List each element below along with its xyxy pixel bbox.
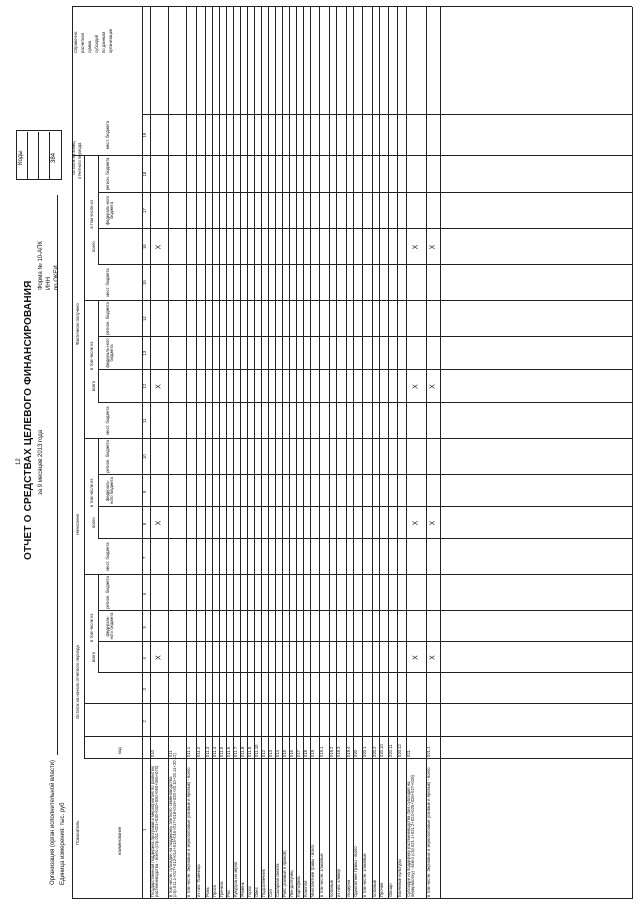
- inn-label: ИНН: [46, 277, 52, 290]
- header-line-incl-0: [98, 575, 99, 673]
- header-line-incl-1: [98, 439, 99, 539]
- row-code: 020.1: [362, 746, 367, 757]
- row-name: в том числе: Зерновые и зернобобовые (озимые и яровые) - всего: [186, 767, 191, 897]
- row-code: 012: [261, 750, 266, 757]
- table-left-border: [72, 898, 632, 899]
- header-name: наименование: [117, 826, 122, 855]
- row-name: Сахарная свекла: [275, 863, 280, 897]
- header-sub-2-0: всего: [91, 380, 96, 392]
- column-number-9: 9: [142, 490, 147, 493]
- row-code: 019.4: [346, 746, 351, 757]
- row-name: Рапс (озимый и яровой): [282, 850, 287, 897]
- col-line-16: [98, 264, 632, 265]
- col-line-18: [98, 192, 632, 193]
- codes-line-2: [38, 132, 39, 180]
- column-number-3: 3: [142, 688, 147, 691]
- x-mark: X: [429, 244, 437, 250]
- row-name: Просо: [212, 884, 217, 897]
- column-number-14: 14: [142, 316, 147, 321]
- row-name: Лен-долгунец: [289, 870, 294, 897]
- form-subtitle: за 9 месяцев 2013 года: [38, 429, 44, 495]
- x-mark: X: [412, 384, 420, 389]
- header-incl-1: в том числе из: [89, 478, 94, 507]
- x-mark: X: [155, 384, 163, 389]
- header-sub-2-2: регион. бюджета: [105, 302, 110, 335]
- row-line-31: [440, 7, 441, 899]
- row-name: из них: клевер: [336, 869, 341, 897]
- column-number-18: 18: [142, 171, 147, 177]
- column-number-16: 16: [142, 244, 147, 249]
- row-name: бобовые: [329, 879, 334, 897]
- column-number-2: 2: [142, 720, 147, 723]
- col-line-11: [84, 438, 632, 439]
- codes-line-3: [49, 132, 50, 180]
- col-line-7: [84, 574, 632, 575]
- x-mark: X: [412, 655, 420, 660]
- row-name: Овес: [254, 887, 259, 897]
- column-number-5: 5: [142, 626, 147, 629]
- column-number-15: 15: [142, 280, 147, 285]
- header-sub-2-1: федераль-ного бюджета: [105, 338, 115, 368]
- column-number-1: 1: [142, 828, 147, 831]
- row-name: Рис: [226, 889, 231, 897]
- column-number-19: 19: [142, 132, 147, 138]
- header-line-1: [84, 156, 85, 759]
- row-code: 020.12: [397, 744, 402, 757]
- col-line-13: [98, 369, 632, 370]
- column-number-7: 7: [142, 556, 147, 559]
- col-line-12: [98, 402, 632, 403]
- x-mark: X: [412, 520, 420, 526]
- row-code: 011.6: [226, 746, 231, 757]
- okei-label: по ОКЕИ: [54, 265, 60, 290]
- row-code: 020: [353, 750, 358, 757]
- row-name: Конопля: [303, 880, 308, 897]
- column-number-12: 12: [142, 383, 147, 389]
- row-name: бобовые: [372, 879, 377, 897]
- header-sub-3-0: всего: [91, 241, 96, 252]
- row-code: 011.3: [205, 746, 210, 757]
- row-code: 013: [268, 750, 273, 757]
- x-mark: X: [429, 655, 437, 660]
- row-name: люцерна: [346, 879, 351, 897]
- column-number-4: 4: [142, 657, 147, 660]
- column-number-6: 6: [142, 592, 147, 595]
- column-number-17: 17: [142, 208, 147, 213]
- col-line-2: [84, 736, 632, 737]
- okei-value: 384: [51, 152, 57, 163]
- row-name: Субсидии на поддержку растениеводства (без субсидий на переработку) - всего (стр.021.1+021.2+024+025+026+027+028): [406, 775, 416, 897]
- col-line-3: [84, 703, 632, 704]
- row-code: 021.1: [426, 746, 431, 757]
- row-name: Соя: [268, 889, 273, 897]
- row-name: Подсолнечник: [261, 869, 266, 897]
- header-sub-0-1: федераль-ного бюджета: [105, 612, 115, 640]
- row-code: 019.3: [336, 746, 341, 757]
- x-mark: X: [429, 520, 437, 526]
- header-ref-2: расчетная: [80, 33, 85, 53]
- x-mark: X: [429, 384, 437, 389]
- row-code: 011.1: [186, 746, 191, 757]
- header-sub-3-2: регион. бюджета: [105, 157, 110, 191]
- x-mark: X: [155, 520, 163, 526]
- row-code: 011.5: [219, 746, 224, 757]
- header-sub-1-2: регион. бюджета: [105, 440, 110, 473]
- row-name: в том числе: злаковые: [362, 853, 367, 897]
- row-name: в том числе: злаковые: [319, 853, 324, 897]
- row-name: Гречиха: [219, 881, 224, 897]
- col-line-6: [98, 610, 632, 611]
- row-code: 011.7: [233, 746, 238, 757]
- row-code: 011.8: [240, 746, 245, 757]
- header-accrued-group: Начислено: [75, 513, 80, 535]
- header-incl-2: в том числе из: [89, 341, 94, 370]
- header-end-group-2: отчетного периода: [77, 142, 82, 179]
- header-sub-0-0: всего: [91, 651, 96, 663]
- row-code: 020.10: [379, 744, 384, 757]
- row-name: в том числе: Зерновые и зернобобовые (озимые и яровые) - всего: [426, 767, 431, 897]
- col-line-1: [84, 758, 632, 759]
- header-end-group-1: Остаток на конец: [71, 141, 76, 175]
- col-line-19: [72, 155, 632, 156]
- unit-label: Единица измерения: тыс. руб: [60, 802, 66, 885]
- row-code: 010: [150, 750, 155, 757]
- org-label: Организация (орган исполнительной власти): [50, 760, 56, 885]
- col-line-8: [98, 538, 632, 539]
- header-start-group: Остаток на начало отчетного периода: [75, 645, 80, 719]
- form-title: ОТЧЕТ О СРЕДСТВАХ ЦЕЛЕВОГО ФИНАНСИРОВАНИЯ: [23, 280, 34, 560]
- row-code: 011: [168, 750, 173, 757]
- row-code: 017: [296, 750, 301, 757]
- row-name: в том числе: субсидии на поддержку элитного семеноводства (стр.011.1+017+013+014+015+016+017+018+019+020+20.10+20.11+20.12): [168, 753, 178, 897]
- x-mark: X: [155, 244, 163, 250]
- header-actual-group: Фактически получено: [75, 303, 80, 345]
- row-name: Рожь: [205, 887, 210, 897]
- form-number-label: Форма № 10-АПК: [38, 241, 44, 290]
- codes-line-1: [27, 132, 28, 180]
- header-ref-5: по данным: [101, 31, 106, 53]
- row-code: 020.2: [372, 746, 377, 757]
- row-code: 011.2: [196, 746, 201, 757]
- row-code: 019.2: [329, 746, 334, 757]
- header-line-incl-2: [98, 301, 99, 403]
- column-number-11: 11: [142, 418, 147, 423]
- row-code: 011.10: [254, 744, 259, 757]
- row-name: Государственная поддержка программ и мероприятий по развитию растениеводства - всего (стр.011+021+030+040+050+060+065+070): [150, 765, 160, 897]
- row-name: Многолетние травы - всего: [310, 844, 315, 897]
- header-indicator: Показатель: [75, 820, 80, 845]
- row-code: 021: [406, 750, 411, 757]
- header-sub-2-3: мест. бюджета: [105, 268, 110, 297]
- table-right-border: [72, 6, 632, 7]
- header-sub-0-2: регион. бюджета: [105, 576, 110, 609]
- header-ref-3: сумма: [87, 40, 92, 53]
- col-line-20: [142, 114, 632, 115]
- row-name: Горох: [247, 885, 252, 897]
- header-incl-3: в том числе из: [89, 200, 94, 229]
- table-bottom-border: [632, 7, 633, 899]
- header-sub-1-1: федераль-ного бюджета: [105, 477, 115, 504]
- col-line-9: [98, 506, 632, 507]
- row-name: Кукуруза на зерно: [233, 861, 238, 897]
- header-number-row-top: [142, 7, 143, 899]
- header-ref-1: Справочно:: [73, 30, 78, 53]
- row-code: 011.9: [247, 746, 252, 757]
- row-code: 016: [289, 750, 294, 757]
- col-line-4: [98, 672, 632, 673]
- col-line-15: [84, 300, 632, 301]
- header-ref-4: субсидий: [94, 34, 99, 53]
- page-number: 12: [16, 458, 22, 465]
- header-code: код: [117, 747, 122, 754]
- row-code: 014: [275, 750, 280, 757]
- row-code: 020.11: [388, 744, 393, 757]
- row-name: Прочие: [379, 882, 384, 897]
- col-line-10: [98, 474, 632, 475]
- header-incl-0: в том числе из: [89, 613, 94, 642]
- header-sub-1-3: мест. бюджета: [105, 406, 110, 435]
- column-number-10: 10: [142, 454, 147, 459]
- x-mark: X: [155, 655, 163, 660]
- col-line-17: [98, 228, 632, 229]
- row-name: Бахчевые культуры: [397, 859, 402, 897]
- header-sub-1-0: всего: [91, 517, 96, 528]
- header-line-incl-3: [98, 156, 99, 265]
- row-code: 011.4: [212, 746, 217, 757]
- codes-label: Коды: [18, 150, 24, 165]
- column-number-13: 13: [142, 350, 147, 356]
- column-number-8: 8: [142, 522, 147, 525]
- header-ref-6: организации: [108, 28, 113, 53]
- header-sub-3-3: мест. бюджета: [105, 120, 110, 150]
- row-name: Картофель: [296, 875, 301, 897]
- header-sub-3-1: федераль-ного бюджета: [105, 195, 115, 226]
- row-name: Однолетние травы - всего: [353, 846, 358, 897]
- header-sub-0-3: мест. бюджета: [105, 542, 110, 571]
- row-name: Ячмень: [240, 882, 245, 897]
- row-code: 018: [303, 750, 308, 757]
- row-code: 019: [310, 750, 315, 757]
- col-line-14: [98, 336, 632, 337]
- row-code: 019.1: [319, 746, 324, 757]
- row-name: из них: Пшеница: [196, 864, 201, 897]
- x-mark: X: [412, 244, 420, 250]
- row-name: Овощи: [388, 883, 393, 897]
- row-code: 015: [282, 750, 287, 757]
- col-line-5: [98, 641, 632, 642]
